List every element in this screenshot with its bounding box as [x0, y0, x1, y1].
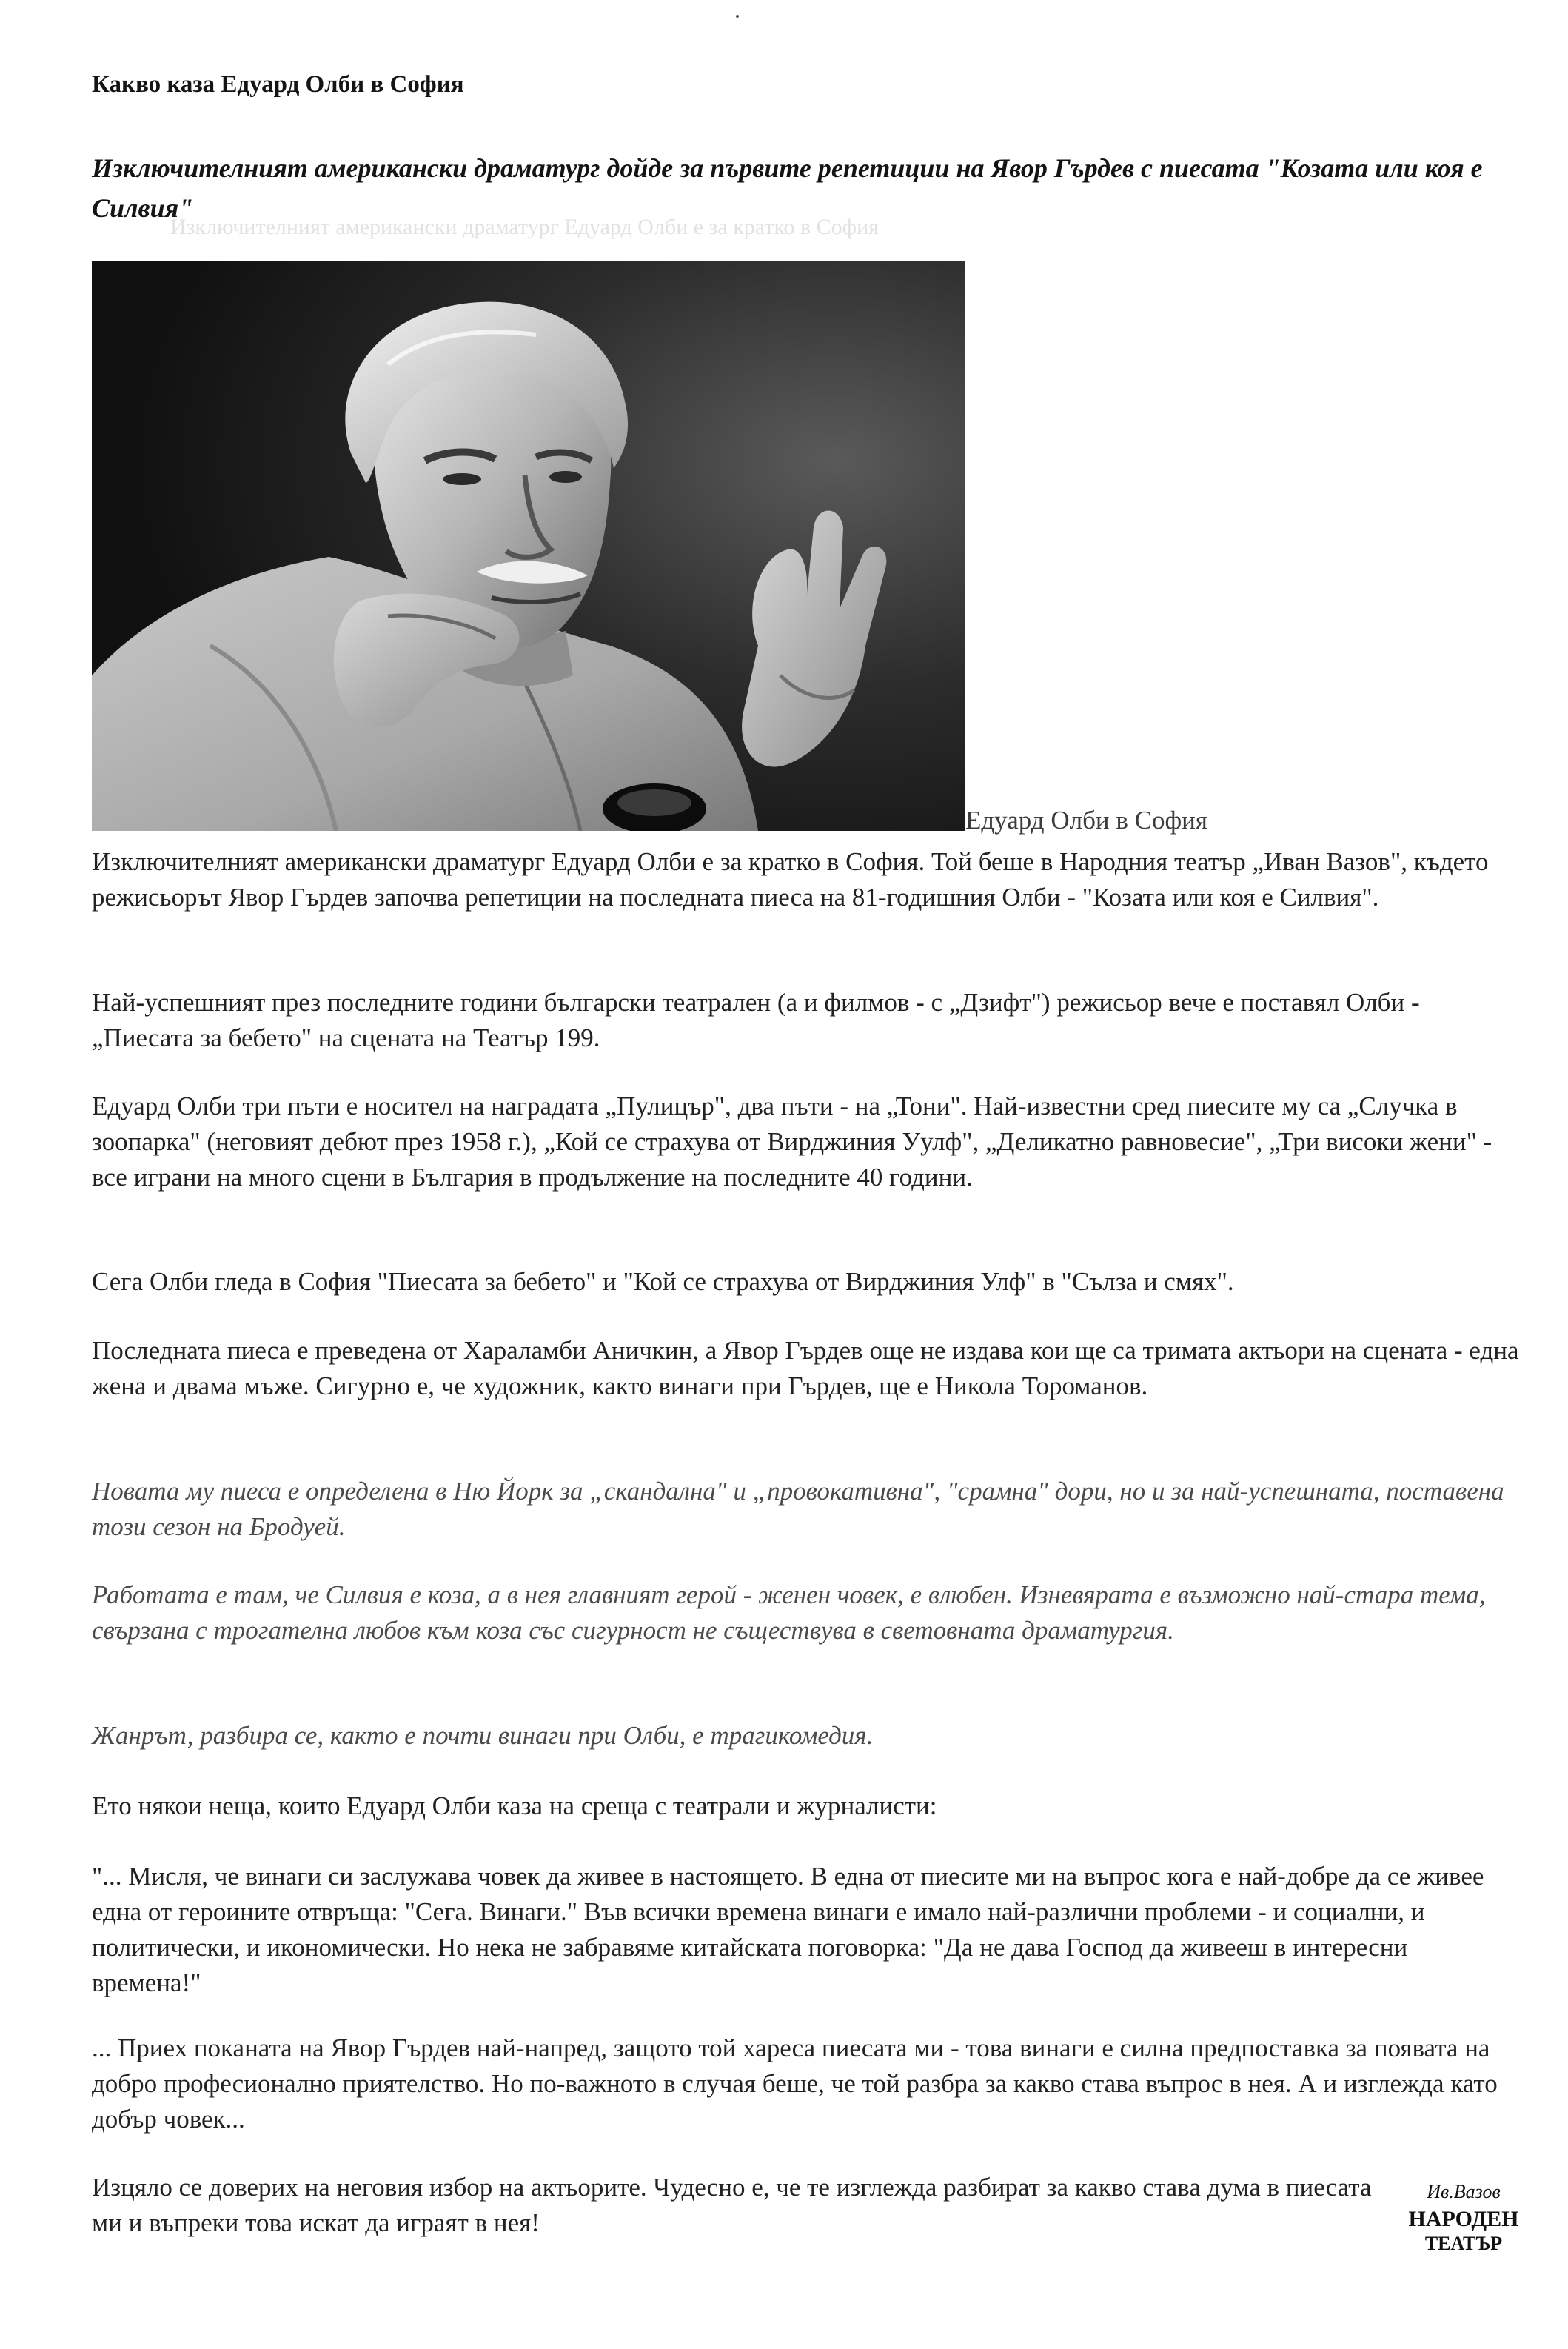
paragraph-intro: Изключителният американски драматург Едуард Олби е за кратко в София. Той беше в Народния театър „Иван Вазов", където режисьорът Явор Гърдев започва репетиции на последната пиеса на 81-годишния Олби - "Козата или коя е Силвия".: [92, 847, 1489, 912]
photo-caption: Едуард Олби в София: [965, 806, 1208, 835]
scan-speck: [736, 15, 739, 18]
national-theatre-logo: [1408, 2176, 1519, 2257]
paragraph-quotes-intro: Ето някои неща, които Едуард Олби каза на среща с театрали и журналисти:: [92, 1791, 937, 1820]
article-title: Какво каза Едуард Олби в София: [92, 71, 464, 98]
logo-line-3: ТЕАТЪР: [1424, 2233, 1503, 2254]
paragraph-translation: Последната пиеса е преведена от Хараламби Аничкин, а Явор Гърдев още не издава кои ще са тримата актьори на сцената - една жена и двама мъже. Сигурно е, че художник, както винаги при Гърдев, ще е Никола Тороманов.: [92, 1336, 1519, 1400]
article-subtitle: Изключителният американски драматург дойде за първите репетиции на Явор Гърдев с пиесата "Козата или коя е Силвия": [92, 153, 1483, 223]
logo-line-2: НАРОДЕН: [1408, 2207, 1519, 2231]
quote-paragraph-invitation: ... Приех поканата на Явор Гърдев най-напред, защото той хареса пиесата ми - това винаги е силна предпоставка за появата на добро професионално приятелство. Но по-важното в случая беше, че той разбра за какво става въпрос в нея. А и изглежда като добър човек...: [92, 2034, 1498, 2134]
paragraph-genre: Жанрът, разбира се, както е почти винаги при Олби, е трагикомедия.: [92, 1721, 874, 1750]
paragraph-performances: Сега Олби гледа в София "Пиесата за бебето" и "Кой се страхува от Вирджиния Улф" в "Сълза и смях".: [92, 1267, 1234, 1296]
quote-paragraph-actors: Изцяло се доверих на неговия избор на актьорите. Чудесно е, че те изглежда разбират за какво става дума в пиесата ми и въпреки това искат да играят в нея!: [92, 2173, 1372, 2237]
logo-line-1: Ив.Вазов: [1427, 2181, 1501, 2202]
paragraph-awards: Едуард Олби три пъти е носител на наградата „Пулицър", два пъти - на „Тони". Най-известни сред пиесите му са „Случка в зоопарка" (неговият дебют през 1958 г.), „Кой се страхува от Вирджиния Уулф", „Деликатно равновесие", „Три високи жени" - все играни на много сцени в България в продължение на последните 40 години.: [92, 1092, 1492, 1192]
quote-paragraph-present: "... Мисля, че винаги си заслужава човек да живее в настоящето. В една от пиесите ми на въпрос кога е най-добре да се живее една от героините отвръща: "Сега. Винаги." Във всички времена винаги е имало най-различни проблеми - и социални, и политически, и икономически. Но нека не забравяме китайската поговорка: "Да не дава Господ да живееш в интересни времена!": [92, 1862, 1484, 1997]
paragraph-director: Най-успешният през последните години български театрален (а и филмов - с „Дзифт") режисьор вече е поставял Олби - „Пиесата за бебето" на сцената на Театър 199.: [92, 988, 1420, 1052]
paragraph-plot: Работата е там, че Силвия е коза, а в нея главният герой - женен човек, е влюбен. Изневярата е възможно най-стара тема, свързана с трогателна любов към коза със сигурност не съществува в световната драматургия.: [92, 1580, 1486, 1645]
author-photo: [92, 261, 965, 831]
paragraph-new-play: Новата му пиеса е определена в Ню Йорк за „скандална" и „провокативна", "срамна" дори, но и за най-успешната, поставена този сезон на Бродуей.: [92, 1477, 1504, 1541]
bleed-through-text: Изключителният американски драматург Едуард Олби е за кратко в София: [170, 215, 879, 239]
